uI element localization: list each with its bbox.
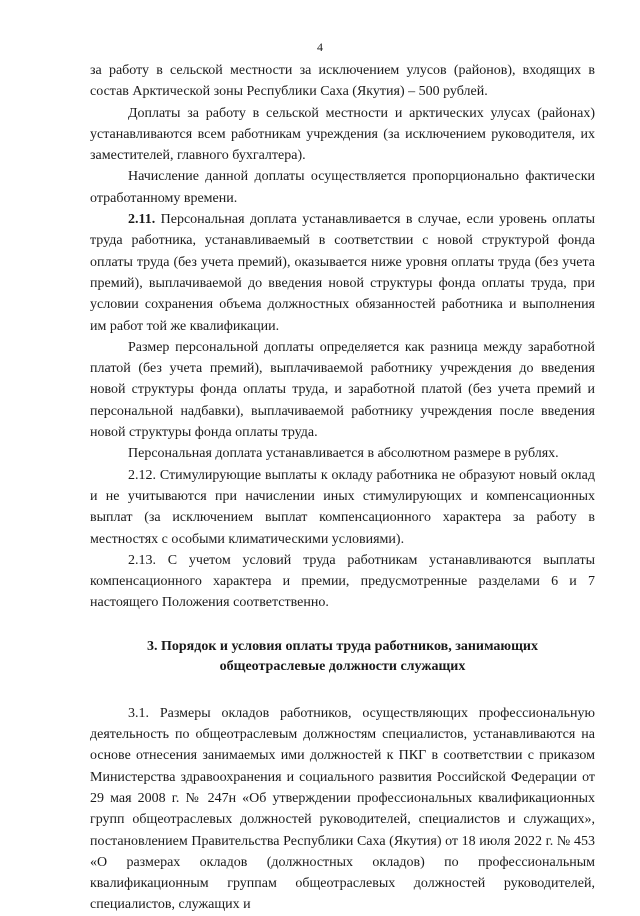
paragraph-allowance-accrual: Начисление данной доплаты осуществляется пропорционально фактически отработанному времени.	[90, 169, 595, 206]
paragraph-personal-allowance-absolute: Персональная доплата устанавливается в абсолютном размере в рублях.	[128, 446, 559, 462]
paragraph-rural-arctic-allowance: Доплаты за работу в сельской местности и арктических улусах (районах) устанавливаются всем работникам учреждения (за исключением руководителя, их заместителей, главного бухгалтера).	[90, 105, 595, 164]
section-3-heading-line-1: 3. Порядок и условия оплаты труда работников, занимающих	[147, 638, 538, 654]
clause-2-11-text: Персональная доплата устанавливается в случае, если уровень оплаты труда работника, устанавливаемый в соответствии с новой структурой фонда оплаты труда (без учета премий), оказывается ниже уровня оплаты труда (без учета премий), выплачиваемой до введения новой структуры фонда оплаты труда, при условии сохранения объема должностных обязанностей работника и выполнения им работ той же квалификации.	[90, 212, 595, 334]
paragraph-personal-allowance-size: Размер персональной доплаты определяется как разница между заработной платой (без учета премий), выплачиваемой работнику учреждения до введения новой структуры фонда оплаты труда, и заработной платой (без учета премий и персональной надбавки), выплачиваемой работнику учреждения после введения новой структуры фонда оплаты труда.	[90, 339, 595, 441]
paragraph-2-11-personal-allowance	[90, 209, 595, 337]
document-body	[90, 60, 595, 916]
paragraph-2-12-stimulating-payments: 2.12. Стимулирующие выплаты к окладу работника не образуют новый оклад и не учитываются при начислении иных стимулирующих и компенсационных выплат (за исключением выплат компенсационного характера за работу в местностях с особыми климатическими условиями).	[90, 467, 595, 547]
paragraph-2-13-compensation-payments: 2.13. С учетом условий труда работникам устанавливаются выплаты компенсационного характера и премии, предусмотренные разделами 6 и 7 настоящего Положения соответственно.	[90, 552, 595, 611]
paragraph-rural-work-amount: за работу в сельской местности за исключением улусов (районов), входящих в состав Арктической зоны Республики Саха (Якутия) – 500 рублей.	[90, 63, 595, 100]
section-3-heading	[90, 637, 595, 677]
section-3-heading-line-2: общеотраслевые должности служащих	[219, 658, 466, 674]
clause-number-2-11: 2.11.	[128, 212, 156, 228]
page-number: 4	[317, 40, 323, 54]
paragraph-3-1-salary-rates: 3.1. Размеры окладов работников, осуществляющих профессиональную деятельность по общеотраслевым должностям специалистов, устанавливаются на основе отнесения занимаемых ими должностей к ПКГ в соответствии с приказом Министерства здравоохранения и социального развития Российской Федерации от 29 мая 2008 г. № 247н «Об утверждении профессиональных квалификационных групп общеотраслевых должностей руководителей, специалистов и служащих», постановлением Правительства Республики Саха (Якутия) от 18 июля 2022 г. № 453 «О размерах окладов (должностных окладов) по профессиональным квалификационным группам общеотраслевых должностей руководителей, специалистов, служащих и	[90, 705, 595, 913]
